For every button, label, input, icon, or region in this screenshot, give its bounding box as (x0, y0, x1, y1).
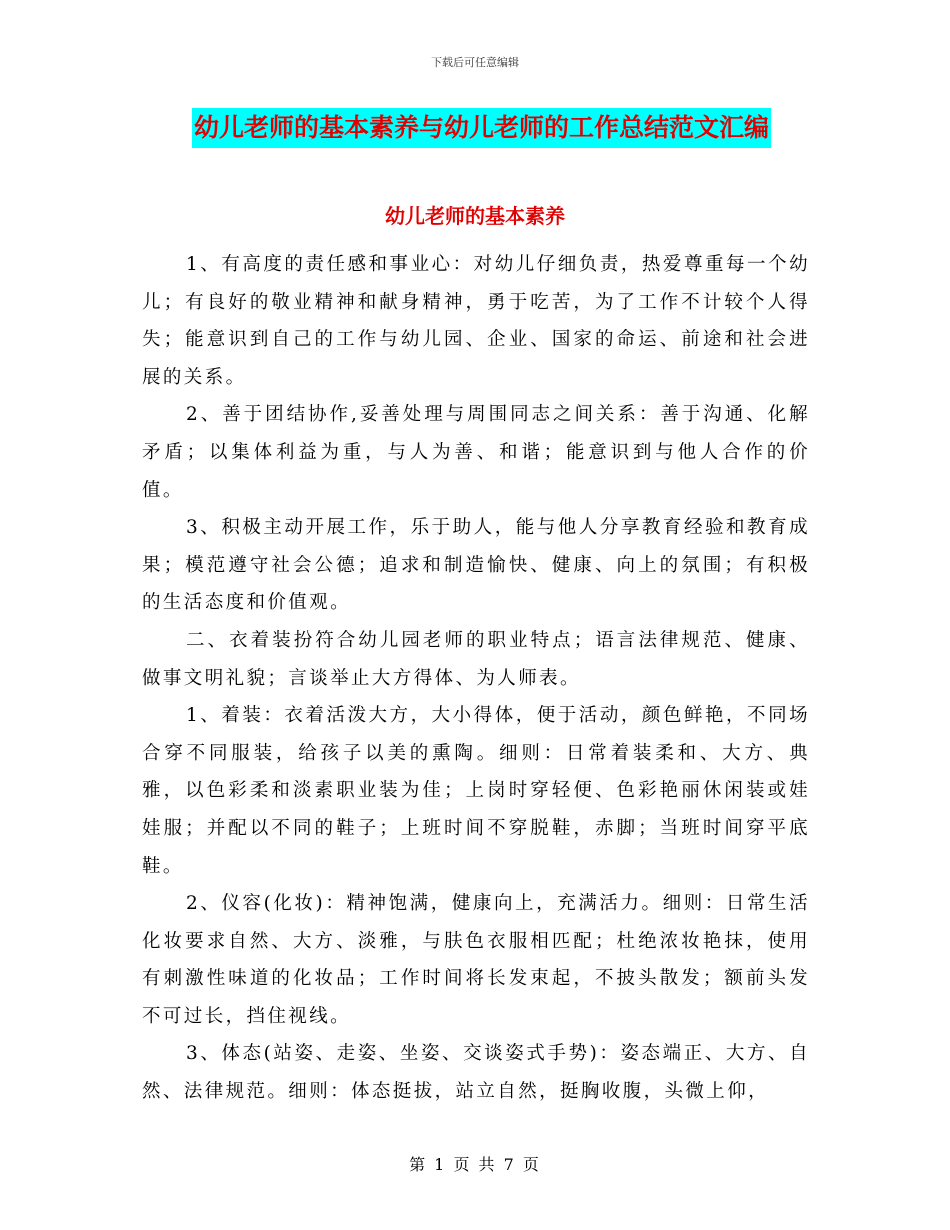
paragraph: 1、着装：衣着活泼大方，大小得体，便于活动，颜色鲜艳，不同场合穿不同服装，给孩子以美的熏陶。细则：日常着装柔和、大方、典雅，以色彩柔和淡素职业装为佳；上岗时穿轻便、色彩艳丽休闲装或娃娃服；并配以不同的鞋子；上班时间不穿脱鞋，赤脚；当班时间穿平底鞋。 (142, 705, 810, 877)
document-title-block (192, 108, 804, 148)
document-title: 幼儿老师的基本素养与幼儿老师的工作总结范文汇编 (192, 108, 771, 148)
paragraph: 2、仪容(化妆)：精神饱满，健康向上，充满活力。细则：日常生活化妆要求自然、大方、淡雅，与肤色衣服相匹配；杜绝浓妆艳抹，使用有刺激性味道的化妆品；工作时间将长发束起，不披头散发；额前头发不可过长，挡住视线。 (142, 893, 810, 1027)
paragraph: 3、体态(站姿、走姿、坐姿、交谈姿式手势)：姿态端正、大方、自然、法律规范。细则：体态挺拔，站立自然，挺胸收腹，头微上仰， (142, 1043, 810, 1103)
page-number: 第 1 页 共 7 页 (409, 1155, 541, 1174)
paragraph: 3、积极主动开展工作，乐于助人，能与他人分享教育经验和教育成果；模范遵守社会公德；追求和制造愉快、健康、向上的氛围；有积极的生活态度和价值观。 (142, 517, 810, 614)
section-title: 幼儿老师的基本素养 (385, 204, 565, 228)
document-body (142, 246, 810, 1111)
paragraph: 2、善于团结协作,妥善处理与周围同志之间关系：善于沟通、化解矛盾；以集体利益为重，与人为善、和谐；能意识到与他人合作的价值。 (142, 404, 810, 501)
paragraph: 二、衣着装扮符合幼儿园老师的职业特点；语言法律规范、健康、做事文明礼貌；言谈举止大方得体、为人师表。 (142, 629, 810, 689)
paragraph: 1、有高度的责任感和事业心：对幼儿仔细负责，热爱尊重每一个幼儿；有良好的敬业精神和献身精神，勇于吃苦，为了工作不计较个人得失；能意识到自己的工作与幼儿园、企业、国家的命运、前途和社会进展的关系。 (142, 254, 810, 388)
header-note: 下载后可任意编辑 (431, 56, 519, 69)
